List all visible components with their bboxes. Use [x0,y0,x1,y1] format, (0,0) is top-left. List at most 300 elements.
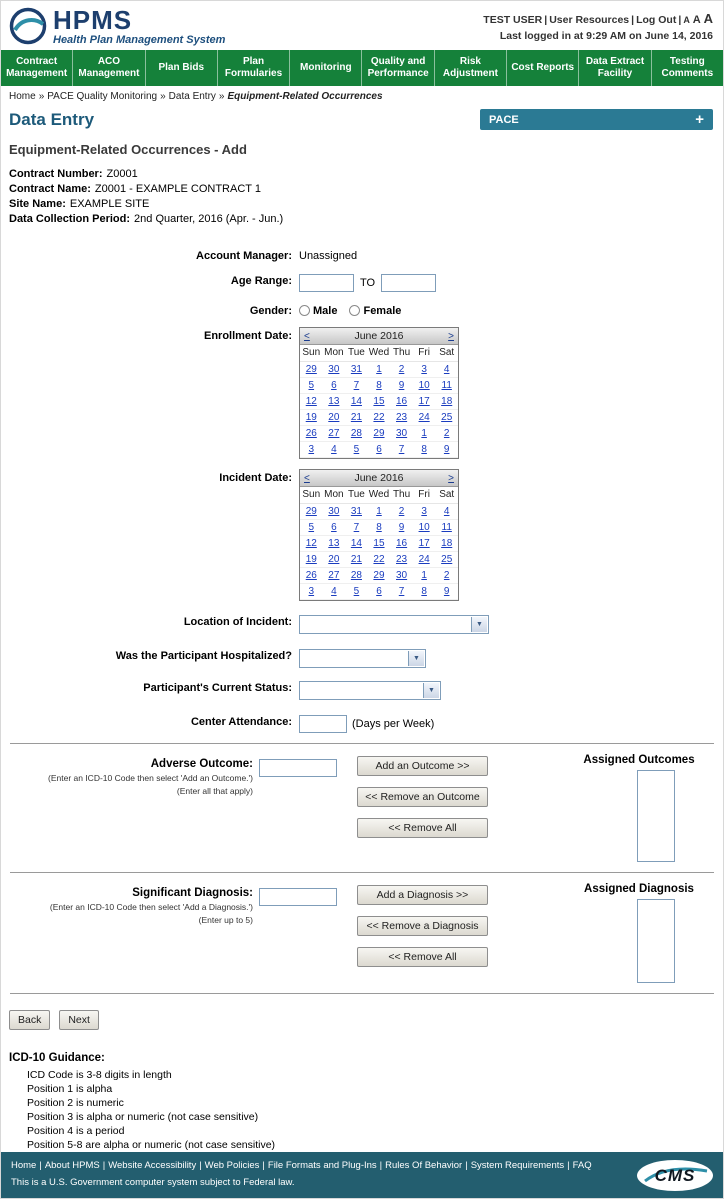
nav-item-risk-adjustment[interactable]: Risk Adjustment [435,50,507,86]
account-manager-value: Unassigned [299,249,358,262]
calendar-day-link[interactable]: 5 [308,380,315,391]
calendar-day-link[interactable]: 21 [350,412,362,423]
calendar-day-link[interactable]: 2 [443,428,450,439]
calendar-day-link[interactable]: 2 [398,506,405,517]
assigned-diagnosis [563,883,715,983]
calendar-day-cell [323,378,346,394]
calendar-day-link[interactable]: 9 [443,586,450,597]
calendar-day-cell [323,410,346,426]
age-max-input[interactable] [381,274,436,292]
calendar-day-cell [368,568,391,584]
footer-separator: | [102,1160,106,1171]
calendar-day-link[interactable]: 1 [376,506,382,517]
logout-link[interactable]: Log Out [636,14,677,26]
dropdown-arrow-icon: ▼ [408,651,424,666]
calendar-day-link[interactable]: 7 [398,444,405,455]
calendar-day-link[interactable]: 30 [328,506,340,517]
font-size-small-button[interactable]: A [683,15,690,25]
remove-all-button[interactable]: << Remove All [357,818,488,838]
gender-female-option[interactable] [349,305,401,317]
calendar-day-link[interactable]: 4 [331,444,337,455]
contract-number-line [9,167,715,182]
assigned-outcomes [563,754,715,862]
separator: | [678,14,682,26]
age-range-row [1,272,723,292]
nav-item-testing-comments[interactable]: Testing Comments [661,56,714,79]
calendar-day-cell [435,394,458,410]
calendar-day-cell [390,504,413,520]
remove-an-outcome-button[interactable]: << Remove an Outcome [357,787,488,807]
calendar-day-cell [435,552,458,568]
current-status-select[interactable] [299,681,441,700]
gender-label: Gender: [249,305,292,317]
gender-female-label: Female [363,304,402,317]
hospitalized-select[interactable] [299,649,426,668]
footer-links [11,1160,713,1171]
calendar-day-cell [323,504,346,520]
calendar-day-cell [435,584,458,600]
back-button[interactable]: Back [9,1010,50,1030]
expand-plus-icon[interactable]: + [695,111,704,128]
incident-date-label: Incident Date: [219,472,292,484]
calendar-day-link[interactable]: 9 [443,444,450,455]
calendar-dayname-sun: Sun [300,487,323,504]
calendar-day-cell [368,410,391,426]
breadcrumb-equipment-related-occurrences: Equipment-Related Occurrences [227,91,383,102]
calendar-day-link[interactable]: 18 [441,538,453,549]
hospitalized-label: Was the Participant Hospitalized? [115,650,292,662]
calendar-day-link[interactable]: 16 [396,396,408,407]
calendar-day-link[interactable]: 29 [373,570,385,581]
enrollment-date-row [1,327,723,459]
data-collection-period-line [9,212,715,227]
calendar-dayname-mon: Mon [323,345,346,362]
calendar-day-link[interactable]: 24 [418,412,430,423]
account-manager-row [1,247,723,262]
calendar-day-cell [368,552,391,568]
footer-link-about-hpms[interactable]: About HPMS [44,1160,100,1171]
calendar-day-link[interactable]: 29 [305,506,317,517]
calendar-day-cell [413,378,436,394]
calendar-day-link[interactable]: 28 [350,428,362,439]
calendar-day-cell [300,426,323,442]
calendar-day-link[interactable]: 25 [441,554,453,565]
user-resources-link[interactable]: User Resources [549,14,630,26]
site-name-label: Site Name: [9,198,66,210]
significant-diagnosis-note2: (Enter up to 5) [198,915,253,925]
footer-separator: | [262,1160,265,1171]
divider [10,993,714,994]
guidance-line: ICD Code is 3-8 digits in length [27,1069,172,1081]
calendar-day-link[interactable]: 20 [328,554,340,565]
calendar-day-cell [413,520,436,536]
title-bar [1,105,723,132]
form-actions [1,1010,723,1030]
icd10-guidance-title: ICD-10 Guidance: [9,1052,105,1064]
breadcrumb-home[interactable]: Home [9,91,36,102]
calendar-day-link[interactable]: 8 [376,380,382,391]
location-of-incident-label: Location of Incident: [183,616,292,628]
calendar-day-link[interactable]: 31 [350,364,362,375]
calendar-day-cell [323,442,346,458]
calendar-day-cell [345,520,368,536]
footer-link-file-formats-and-plug-ins[interactable]: File Formats and Plug-Ins [267,1160,377,1171]
calendar-day-cell [345,426,368,442]
calendar-day-link[interactable]: 13 [328,396,340,407]
calendar-day-link[interactable]: 6 [376,444,382,455]
section-title: Equipment-Related Occurrences - Add [9,142,247,157]
calendar-day-link[interactable]: 30 [396,428,408,439]
calendar-day-cell [300,394,323,410]
calendar-day-cell [345,362,368,378]
calendar-day-cell [390,584,413,600]
calendar-day-link[interactable]: 17 [418,538,430,549]
enrollment-date-label: Enrollment Date: [203,330,292,342]
calendar-grid [300,345,458,458]
calendar-day-cell [435,536,458,552]
calendar-day-link[interactable]: 19 [305,412,317,423]
calendar-day-cell [390,568,413,584]
calendar-day-link[interactable]: 25 [441,412,453,423]
next-button[interactable]: Next [59,1010,99,1030]
hpms-logo-icon [9,7,47,45]
calendar-day-link[interactable]: 22 [373,554,385,565]
calendar-day-link[interactable]: 3 [421,364,427,375]
add-an-outcome-button[interactable]: Add an Outcome >> [357,756,488,776]
calendar-day-link[interactable]: 4 [331,586,337,597]
nav-item-data-extract-facility[interactable]: Data Extract Facility [579,50,651,86]
nav-item-aco-management[interactable]: ACO Management [73,50,145,86]
calendar-day-link[interactable]: 10 [418,522,430,533]
calendar-day-cell [413,426,436,442]
calendar-day-link[interactable]: 31 [350,506,362,517]
calendar-dayname-thu: Thu [390,487,413,504]
calendar-day-cell [345,584,368,600]
add-a-diagnosis-button[interactable]: Add a Diagnosis >> [357,885,488,905]
calendar-day-cell [413,536,436,552]
calendar-day-cell [368,536,391,552]
significant-diagnosis-buttons [357,883,488,983]
calendar-grid [300,487,458,600]
age-min-input[interactable] [299,274,354,292]
calendar-day-cell [323,520,346,536]
calendar-day-link[interactable]: 15 [373,538,385,549]
calendar-day-link[interactable]: 20 [328,412,340,423]
breadcrumb-separator: » [218,91,225,102]
footer-link-web-policies[interactable]: Web Policies [204,1160,260,1171]
gender-male-radio[interactable] [299,305,310,316]
page-title: Data Entry [9,109,95,129]
remove-a-diagnosis-button[interactable]: << Remove a Diagnosis [357,916,488,936]
assigned-outcomes-label: Assigned Outcomes [583,754,695,766]
site-name-value: EXAMPLE SITE [69,198,150,210]
calendar-day-cell [300,520,323,536]
calendar-day-cell [300,362,323,378]
nav-item-quality-and-performance[interactable]: Quality and Performance [362,50,434,86]
calendar-day-link[interactable]: 5 [308,522,315,533]
calendar-day-link[interactable]: 16 [396,538,408,549]
calendar-dayname-sat: Sat [435,345,458,362]
significant-diagnosis-note1: (Enter an ICD-10 Code then select 'Add a Diagnosis.') [49,902,253,912]
assigned-outcomes-listbox[interactable] [637,770,675,862]
calendar-day-cell [368,520,391,536]
calendar-day-link[interactable]: 30 [396,570,408,581]
calendar-day-cell [323,536,346,552]
calendar-month-label: June 2016 [354,330,404,342]
footer-link-faq[interactable]: FAQ [572,1160,592,1171]
adverse-outcome-labels [9,754,253,862]
dropdown-arrow-icon: ▼ [423,683,439,698]
adverse-outcome-code-input[interactable] [259,759,337,777]
calendar-day-cell [323,426,346,442]
calendar-day-cell [390,442,413,458]
calendar-day-cell [345,568,368,584]
calendar-prev-month-link[interactable]: < [304,472,310,484]
calendar-day-cell [368,504,391,520]
calendar-day-cell [345,536,368,552]
calendar-day-link[interactable]: 14 [350,538,362,549]
calendar-day-link[interactable]: 1 [421,570,427,581]
significant-diagnosis-labels [9,883,253,983]
hpms-logo [9,7,225,46]
icd10-guidance-lines [9,1068,715,1152]
center-attendance-suffix: (Days per Week) [352,718,435,730]
guidance-line: Position 2 is numeric [27,1097,124,1109]
calendar-day-link[interactable]: 23 [396,554,408,565]
calendar-day-cell [435,362,458,378]
calendar-day-link[interactable]: 3 [308,586,315,597]
adverse-outcome-note1: (Enter an ICD-10 Code then select 'Add an Outcome.') [48,773,253,783]
calendar-next-month-link[interactable]: > [448,472,454,484]
calendar-day-cell [390,362,413,378]
calendar-day-link[interactable]: 21 [350,554,362,565]
center-attendance-input[interactable] [299,715,347,733]
calendar-day-link[interactable]: 18 [441,396,453,407]
font-size-medium-button[interactable]: A [692,14,701,26]
calendar-day-cell [323,568,346,584]
calendar-day-link[interactable]: 6 [331,380,337,391]
calendar-day-link[interactable]: 4 [443,364,450,375]
guidance-line: Position 4 is a period [27,1125,125,1137]
user-bar [483,11,713,26]
calendar-day-link[interactable]: 14 [350,396,362,407]
pace-program-bar[interactable] [480,109,713,130]
calendar-month-label: June 2016 [354,472,404,484]
calendar-day-link[interactable]: 1 [376,364,382,375]
calendar-dayname-sun: Sun [300,345,323,362]
calendar-day-cell [413,552,436,568]
adverse-outcome-section [1,754,723,862]
calendar-day-cell [368,378,391,394]
calendar-day-link[interactable]: 30 [328,364,340,375]
calendar-day-cell [300,552,323,568]
nav-item-contract-management[interactable]: Contract Management [1,50,73,86]
guidance-line: Position 5-8 are alpha or numeric (not case sensitive) [27,1139,276,1151]
calendar-day-link[interactable]: 8 [376,522,382,533]
calendar-day-link[interactable]: 26 [305,428,317,439]
adverse-outcome-buttons [357,754,488,862]
age-range-to: TO [360,277,376,289]
calendar-day-link[interactable]: 8 [421,586,427,597]
calendar-day-cell [413,442,436,458]
breadcrumb-separator: » [160,91,166,102]
calendar-day-link[interactable]: 11 [441,380,452,391]
calendar-day-link[interactable]: 12 [305,396,317,407]
calendar-dayname-sat: Sat [435,487,458,504]
calendar-day-link[interactable]: 22 [373,412,385,423]
calendar-day-cell [345,504,368,520]
breadcrumb-data-entry[interactable]: Data Entry [168,91,216,102]
calendar-dayname-wed: Wed [368,345,391,362]
calendar-day-link[interactable]: 7 [353,380,360,391]
calendar-title-bar [300,328,458,345]
footer-separator: | [465,1160,468,1171]
calendar-day-link[interactable]: 6 [376,586,382,597]
calendar-day-link[interactable]: 3 [421,506,427,517]
calendar-day-cell [413,362,436,378]
calendar-day-link[interactable]: 19 [305,554,317,565]
calendar-day-link[interactable]: 9 [398,380,405,391]
calendar-day-cell [390,536,413,552]
breadcrumb-pace-quality-monitoring[interactable]: PACE Quality Monitoring [47,91,158,102]
calendar-day-cell [435,504,458,520]
calendar-dayname-tue: Tue [345,345,368,362]
calendar-day-link[interactable]: 26 [305,570,317,581]
nav-item-plan-bids[interactable]: Plan Bids [146,50,218,86]
calendar-day-link[interactable]: 28 [350,570,362,581]
cms-logo [637,1160,713,1191]
calendar-day-cell [435,568,458,584]
contract-name-label: Contract Name: [9,183,91,195]
footer-link-website-accessibility[interactable]: Website Accessibility [108,1160,197,1171]
logo-tagline: Health Plan Management System [53,34,226,46]
gender-row [1,302,723,317]
gender-female-radio[interactable] [349,305,360,316]
calendar-day-cell [390,410,413,426]
calendar-day-link[interactable]: 29 [305,364,317,375]
remove-all-button[interactable]: << Remove All [357,947,488,967]
footer-separator: | [567,1160,570,1171]
calendar-day-link[interactable]: 2 [398,364,405,375]
calendar-dayname-tue: Tue [345,487,368,504]
calendar-day-cell [300,536,323,552]
assigned-diagnosis-listbox[interactable] [637,899,675,983]
calendar-day-link[interactable]: 12 [305,538,317,549]
user-area [483,7,713,46]
calendar-day-link[interactable]: 8 [421,444,427,455]
contract-info [1,157,723,227]
nav-item-cost-reports[interactable]: Cost Reports [507,50,579,86]
contract-name-line [9,182,715,197]
calendar-day-link[interactable]: 6 [331,522,337,533]
incident-date-row [1,469,723,601]
adverse-outcome-note2: (Enter all that apply) [176,786,253,796]
header [1,1,723,50]
assigned-diagnosis-label: Assigned Diagnosis [584,883,694,895]
calendar-dayname-wed: Wed [368,487,391,504]
calendar-prev-month-link[interactable]: < [304,330,310,342]
pace-label: PACE [489,113,519,126]
calendar-day-link[interactable]: 10 [418,380,430,391]
nav-item-plan-formularies[interactable]: Plan Formularies [218,50,290,86]
footer-link-system-requirements[interactable]: System Requirements [470,1160,565,1171]
footer-separator: | [199,1160,202,1171]
significant-diagnosis-section [1,883,723,983]
calendar-day-link[interactable]: 17 [418,396,430,407]
site-name-line [9,197,715,212]
breadcrumb [1,86,723,105]
calendar-day-link[interactable]: 9 [398,522,405,533]
adverse-outcome-label: Adverse Outcome: [150,758,253,770]
location-of-incident-select[interactable] [299,615,489,634]
calendar-day-link[interactable]: 23 [396,412,408,423]
calendar-day-cell [390,552,413,568]
calendar-dayname-fri: Fri [413,487,436,504]
calendar-day-link[interactable]: 11 [441,522,452,533]
calendar-day-link[interactable]: 5 [353,586,360,597]
calendar-day-link[interactable]: 27 [328,570,340,581]
footer-link-rules-of-behavior[interactable]: Rules Of Behavior [385,1160,463,1171]
footer-separator: | [39,1160,42,1171]
dropdown-arrow-icon: ▼ [471,617,487,632]
significant-diagnosis-code-input[interactable] [259,888,337,906]
entry-form [1,247,723,733]
calendar-day-cell [413,584,436,600]
calendar-day-link[interactable]: 24 [418,554,430,565]
calendar-day-cell [323,584,346,600]
calendar-day-cell [435,410,458,426]
calendar-day-link[interactable]: 29 [373,428,385,439]
footer-link-home[interactable]: Home [11,1160,37,1171]
calendar-day-link[interactable]: 7 [353,522,360,533]
location-of-incident-row [1,613,723,634]
calendar-day-cell [300,442,323,458]
calendar-day-link[interactable]: 3 [308,444,315,455]
cms-logo-text: CMS [654,1165,696,1185]
calendar-day-cell [413,504,436,520]
calendar-day-cell [413,410,436,426]
calendar-day-cell [300,584,323,600]
calendar-day-link[interactable]: 5 [353,444,360,455]
calendar-next-month-link[interactable]: > [448,330,454,342]
calendar-day-cell [300,504,323,520]
calendar-day-link[interactable]: 4 [443,506,450,517]
data-collection-period-label: Data Collection Period: [9,213,131,225]
age-range-label: Age Range: [230,275,292,287]
calendar-day-link[interactable]: 27 [328,428,340,439]
guidance-line: Position 3 is alpha or numeric (not case sensitive) [27,1111,259,1123]
significant-diagnosis-label: Significant Diagnosis: [132,887,253,899]
calendar-day-cell [368,442,391,458]
nav-item-monitoring[interactable]: Monitoring [290,50,362,86]
gender-male-option[interactable] [299,305,337,317]
footer-separator: | [379,1160,383,1171]
footer-disclaimer: This is a U.S. Government computer system subject to Federal law. [11,1177,295,1188]
calendar-day-cell [345,410,368,426]
font-size-large-button[interactable]: A [703,11,713,26]
contract-name-value: Z0001 - EXAMPLE CONTRACT 1 [94,183,261,195]
calendar-dayname-fri: Fri [413,345,436,362]
calendar-day-link[interactable]: 7 [398,586,405,597]
calendar-day-link[interactable]: 2 [443,570,450,581]
calendar-day-link[interactable]: 13 [328,538,340,549]
calendar-day-link[interactable]: 1 [421,428,427,439]
calendar-day-link[interactable]: 15 [373,396,385,407]
calendar-dayname-mon: Mon [323,487,346,504]
user-name: TEST USER [483,14,543,26]
icd10-guidance [1,1052,723,1152]
logo-text: HPMS [53,5,133,35]
